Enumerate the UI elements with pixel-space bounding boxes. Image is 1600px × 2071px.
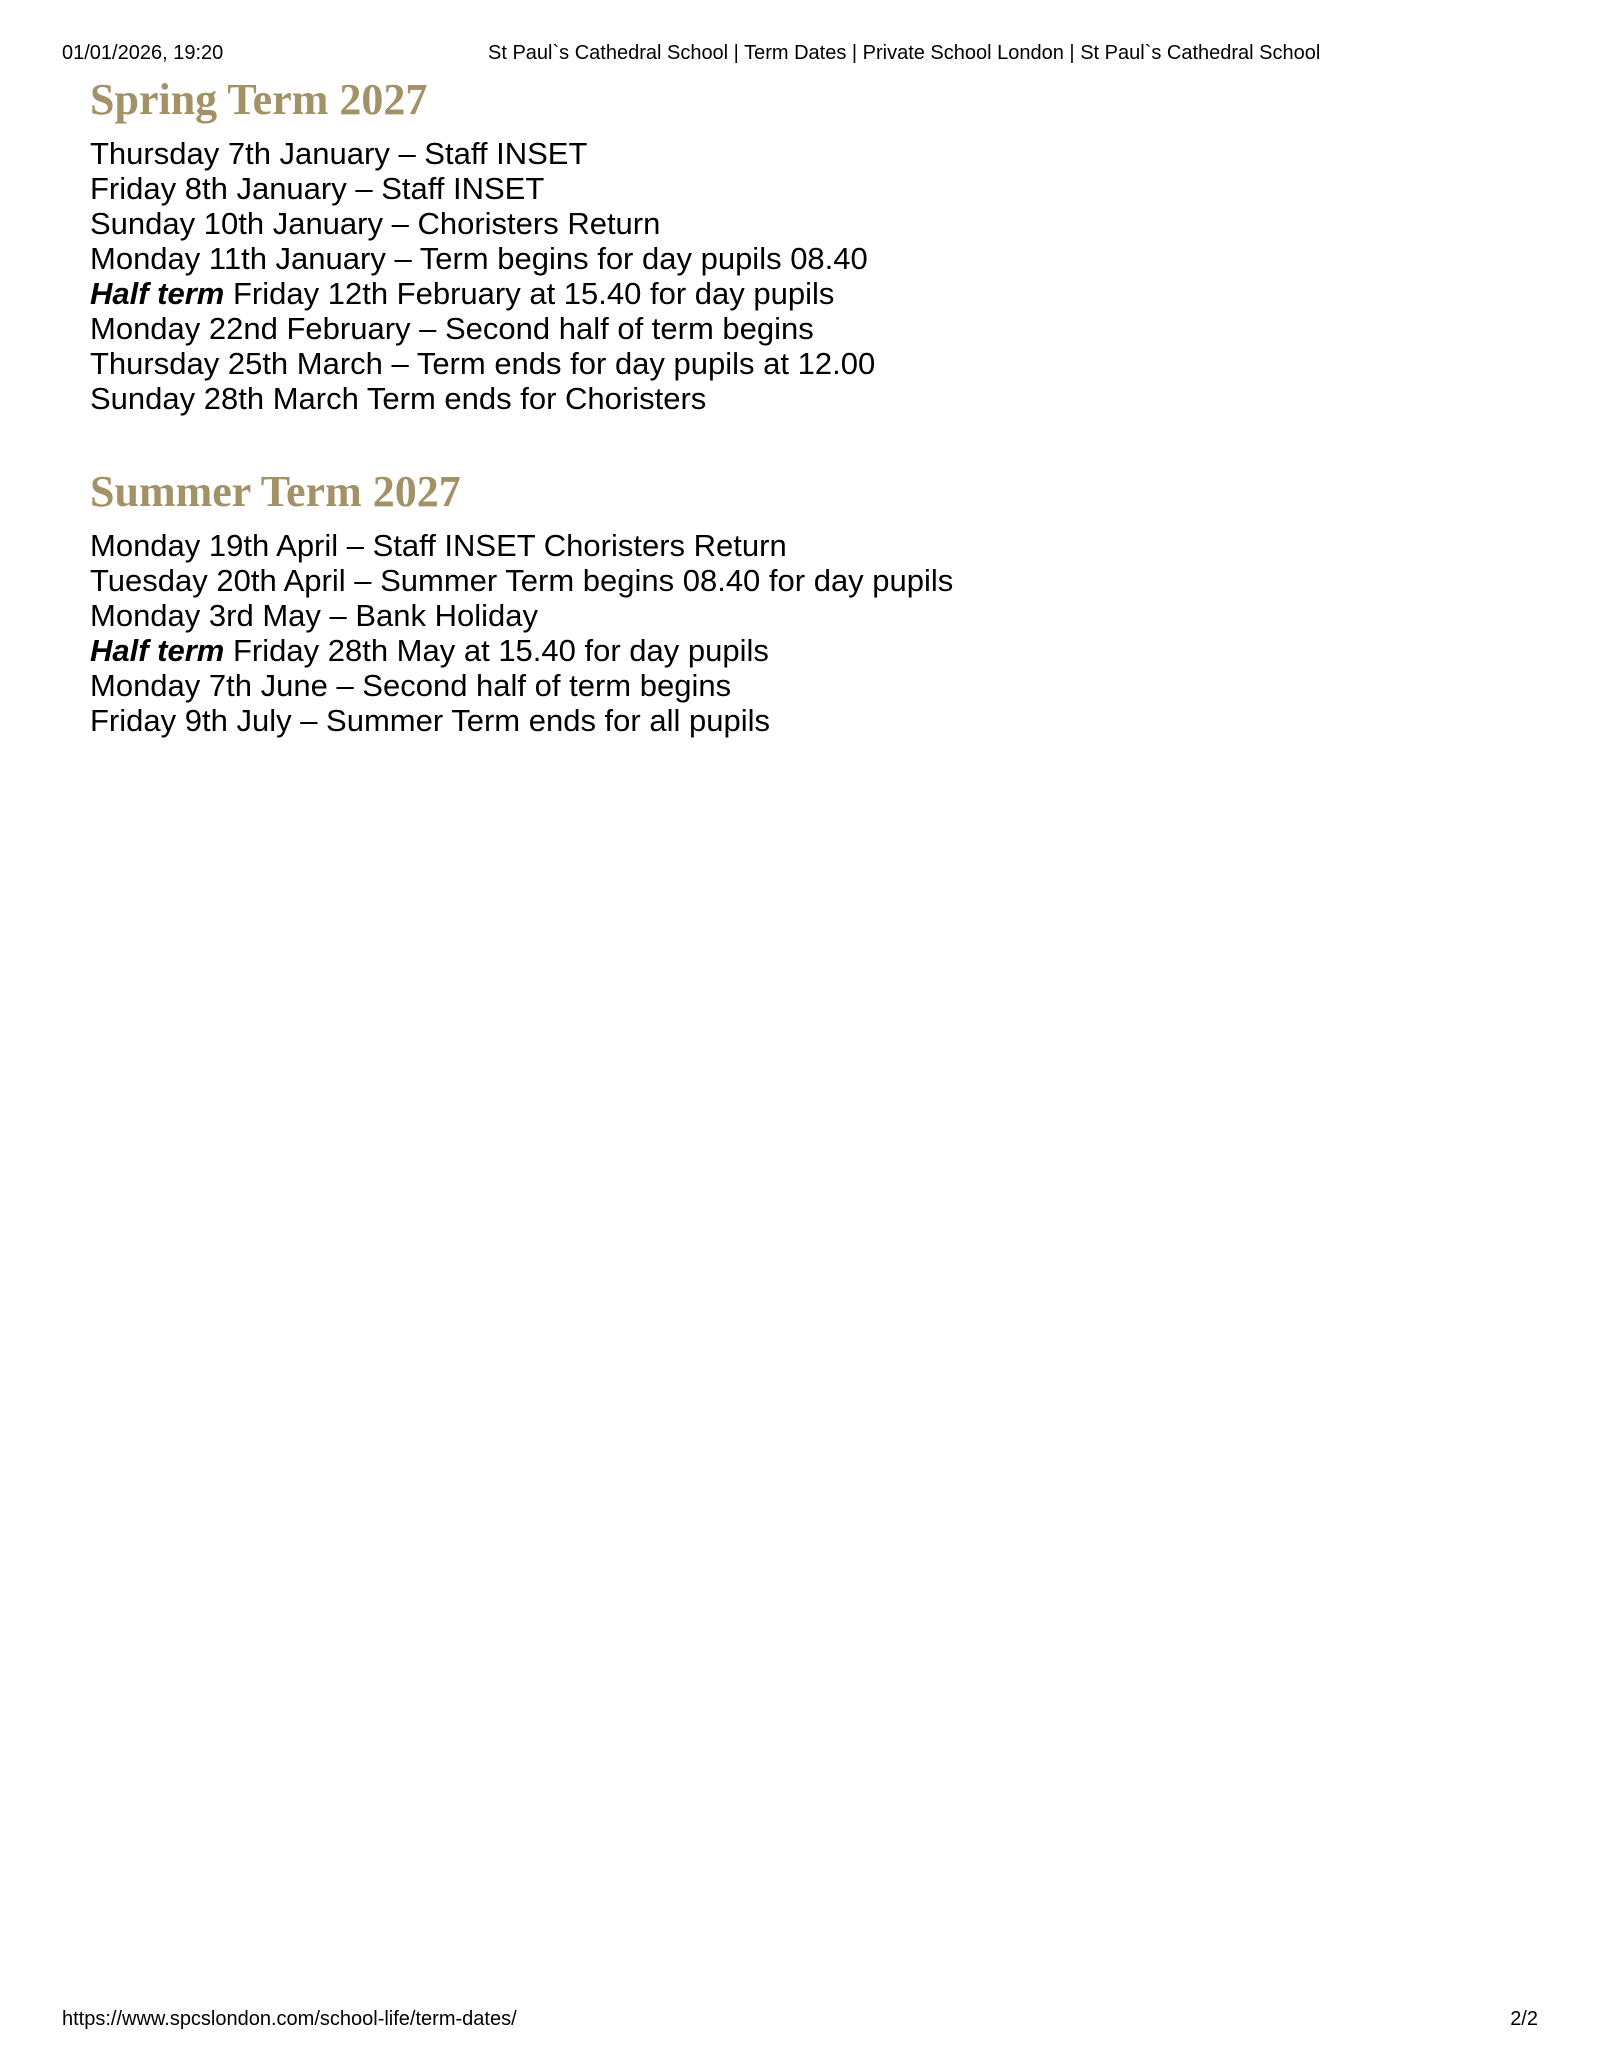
term-date-item — [90, 668, 1490, 703]
term-date-text: Friday 28th May at 15.40 for day pupils — [224, 633, 769, 668]
print-url: https://www.spcslondon.com/school-life/term-dates/ — [62, 2008, 517, 2030]
print-footer — [62, 2006, 1538, 2032]
term-date-text: Monday 3rd May – Bank Holiday — [90, 598, 539, 633]
term-date-emphasis: Half term — [90, 633, 225, 668]
term-section-spring — [90, 72, 1490, 416]
term-date-text: Monday 19th April – Staff INSET Choristers Return — [90, 528, 787, 563]
term-date-text: Sunday 10th January – Choristers Return — [90, 206, 661, 241]
term-date-text: Thursday 7th January – Staff INSET — [90, 136, 588, 171]
term-date-text: Monday 7th June – Second half of term begins — [90, 668, 732, 703]
term-date-text: Thursday 25th March – Term ends for day pupils at 12.00 — [90, 346, 876, 381]
term-dates-content — [90, 72, 1490, 738]
term-date-text: Monday 11th January – Term begins for day pupils 08.40 — [90, 241, 868, 276]
term-heading: Spring Term 2027 — [90, 75, 428, 124]
term-date-text: Friday 8th January – Staff INSET — [90, 171, 545, 206]
term-date-text: Friday 12th February at 15.40 for day pupils — [224, 276, 835, 311]
term-date-item — [90, 136, 1490, 171]
term-date-text: Sunday 28th March Term ends for Choristers — [90, 381, 707, 416]
print-header — [62, 40, 1538, 66]
print-page-title: St Paul`s Cathedral School | Term Dates | Private School London | St Paul`s Cathedral School — [488, 42, 1321, 64]
term-date-emphasis: Half term — [90, 276, 225, 311]
term-date-text: Tuesday 20th April – Summer Term begins 08.40 for day pupils — [90, 563, 954, 598]
term-section-summer — [90, 464, 1490, 738]
term-date-text: Monday 22nd February – Second half of term begins — [90, 311, 814, 346]
page-number: 2/2 — [1510, 2008, 1538, 2030]
print-datetime: 01/01/2026, 19:20 — [62, 42, 224, 64]
term-date-list — [90, 136, 1490, 416]
term-date-item — [90, 276, 1490, 311]
term-date-item — [90, 381, 1490, 416]
term-date-item — [90, 311, 1490, 346]
term-date-item — [90, 346, 1490, 381]
term-date-item — [90, 171, 1490, 206]
term-date-text: Friday 9th July – Summer Term ends for all pupils — [90, 703, 770, 738]
term-date-item — [90, 563, 1490, 598]
term-date-item — [90, 241, 1490, 276]
term-date-item — [90, 703, 1490, 738]
term-heading: Summer Term 2027 — [90, 467, 461, 516]
term-date-item — [90, 633, 1490, 668]
term-date-item — [90, 206, 1490, 241]
term-date-item — [90, 598, 1490, 633]
term-date-item — [90, 528, 1490, 563]
term-date-list — [90, 528, 1490, 738]
